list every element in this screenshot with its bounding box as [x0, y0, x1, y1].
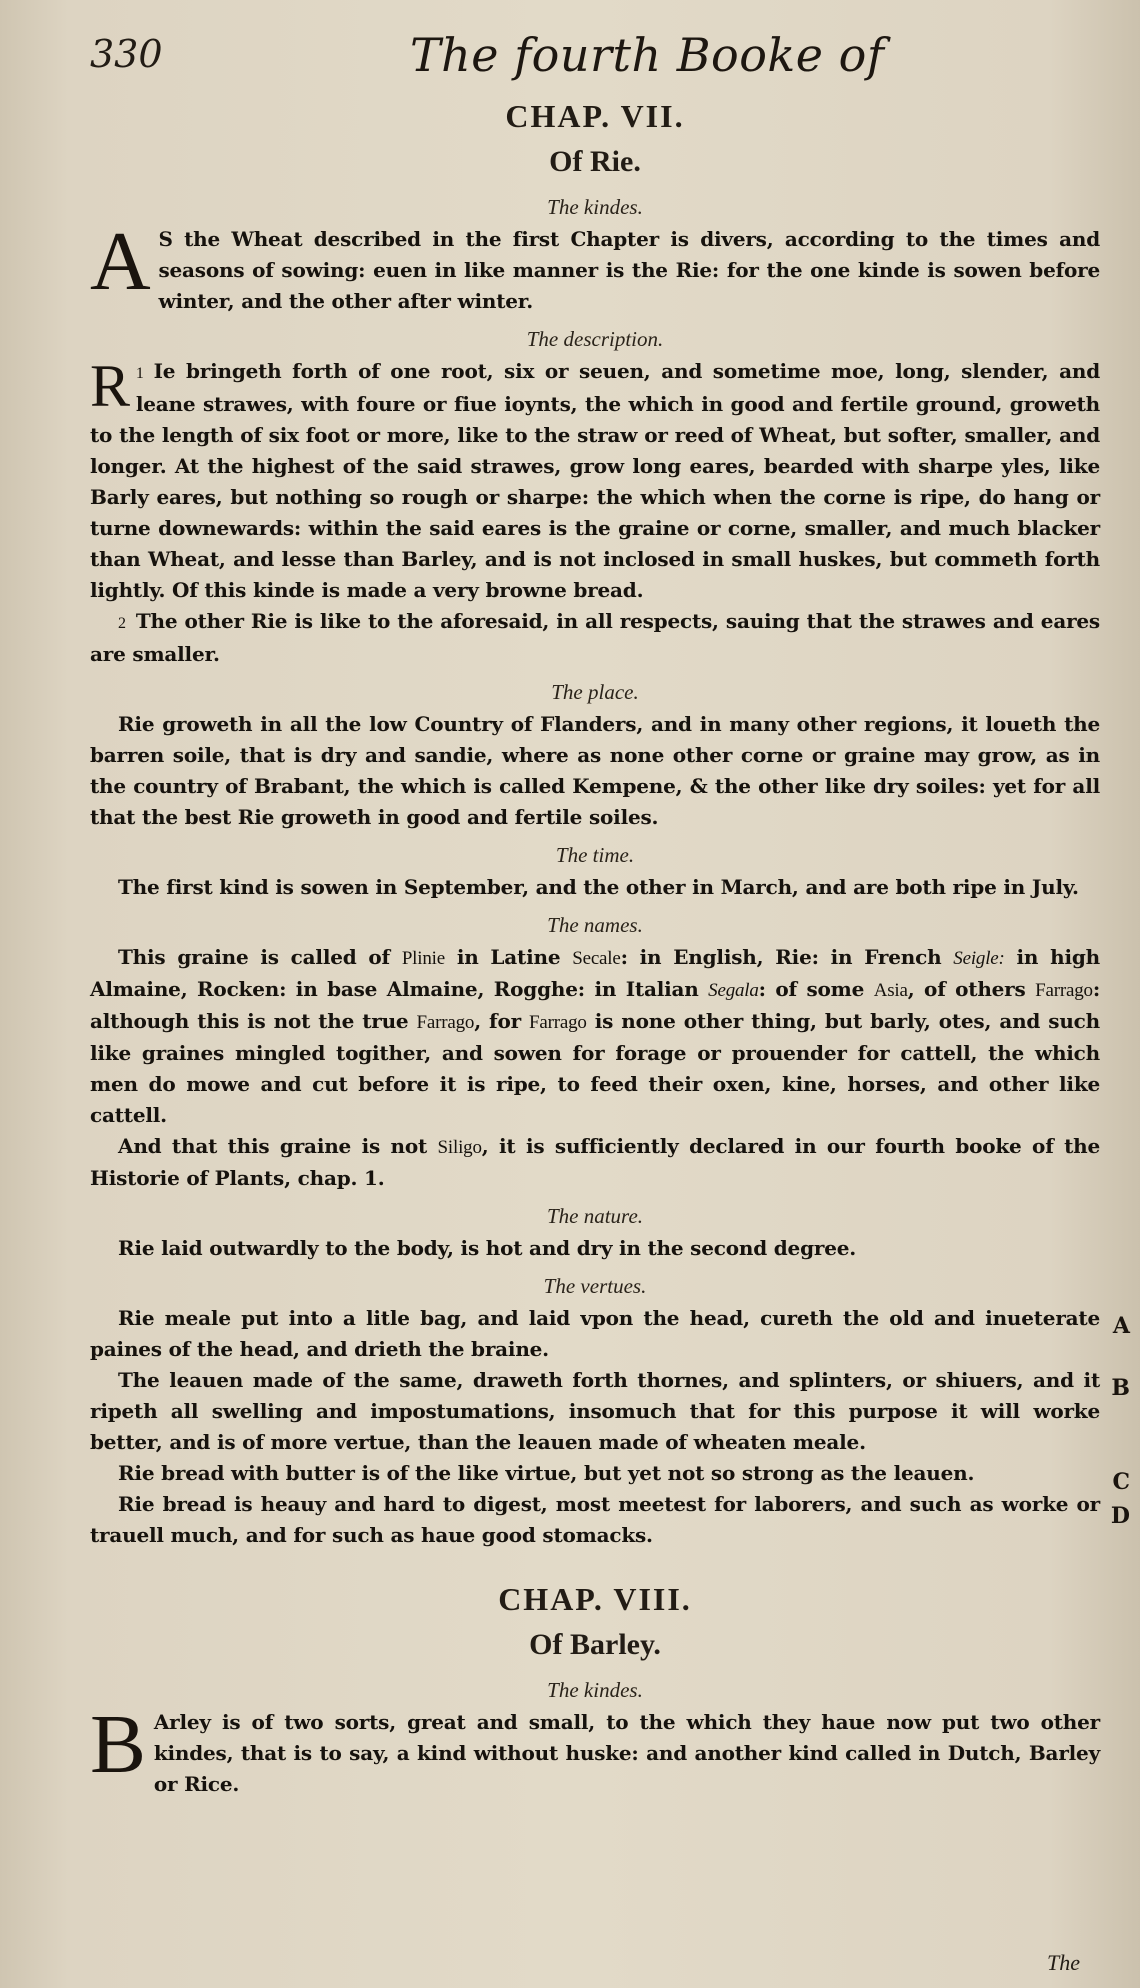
- kindes-paragraph: [90, 215, 1100, 317]
- running-title: The fourth Booke of: [410, 28, 885, 82]
- latin-term: Plinie: [401, 948, 445, 969]
- description-paragraph-1: [90, 353, 1100, 606]
- margin-letter-b: B: [1111, 1375, 1130, 1401]
- latin-term: Seigle:: [953, 948, 1005, 969]
- text-run: is none other thing, but barly, otes, and such like graines mingled togither, and sowen for forage or prouender for cattell, the which men do mowe and cut before it is ripe, to feed their oxen, kine, horses, and other like cattell.: [90, 1009, 1100, 1127]
- text-run: , it is sufficiently declared in our fourth booke of the Historie of Plants, chap. 1.: [90, 1134, 1100, 1190]
- drop-cap: B: [90, 1698, 146, 1791]
- time-paragraph: The first kind is sowen in September, and the other in March, and are both ripe in July.: [118, 875, 1079, 899]
- chapter-7-title: CHAP. VII.: [505, 98, 685, 134]
- latin-term: Asia: [873, 980, 908, 1001]
- chapter-7-subtitle: Of Rie.: [549, 145, 641, 178]
- drop-cap: R: [90, 353, 130, 419]
- names-paragraph-2: [90, 1131, 1100, 1194]
- place-paragraph: Rie groweth in all the low Country of Flanders, and in many other regions, it loueth the barren soile, that is dry and sandie, where as none other corne or graine may grow, as in the country of Brabant, the which is called Kempene, & the other like dry soiles: yet for all that the best Rie groweth in good and fertile soiles.: [90, 712, 1100, 829]
- margin-letter-a: A: [1112, 1313, 1130, 1339]
- description-paragraph-2: [90, 606, 1100, 670]
- page-header: [90, 28, 1100, 98]
- page-number: 330: [90, 32, 163, 76]
- latin-term: Farrago: [416, 1012, 475, 1033]
- nature-paragraph: Rie laid outwardly to the body, is hot and dry in the second degree.: [118, 1236, 857, 1260]
- names-heading: The names.: [547, 913, 643, 937]
- vertues-paragraph-2: The leauen made of the same, draweth forth thornes, and splinters, or shiuers, and it ripeth all swelling and impostumations, insomuch that for this purpose it will worke better, and is of more vertue, than the leauen made of wheaten meale.: [90, 1368, 1100, 1454]
- place-heading: The place.: [551, 680, 639, 704]
- chapter-8-subtitle: Of Barley.: [529, 1628, 661, 1661]
- drop-cap: A: [90, 215, 151, 308]
- margin-letter-d: D: [1110, 1503, 1130, 1529]
- chapter-8-title: CHAP. VIII.: [498, 1581, 692, 1617]
- catchword: The: [1047, 1950, 1080, 1975]
- text-run: in Latine: [444, 945, 573, 969]
- barley-kindes-heading: The kindes.: [547, 1678, 643, 1702]
- text-run: in high Almaine, Rocken: in base Almaine, Rogghe: in Italian: [90, 945, 1100, 1001]
- vertues-heading: The vertues.: [543, 1274, 647, 1298]
- text-run: , for: [474, 1009, 529, 1033]
- latin-term: Siligo: [437, 1137, 482, 1158]
- description-text-1: Ie bringeth forth of one root, six or seuen, and sometime moe, long, slender, and leane strawes, with foure or fiue ioynts, the which in good and fertile ground, groweth to the length of six foot or more, like to the straw or reed of Wheat, but softer, smaller, and longer. At the highest of the said strawes, grow long eares, bearded with sharpe yles, like Barly eares, but nothing so rough or sharpe: the which when the corne is ripe, do hang or turne downewards: within the said eares is the graine or corne, smaller, and much blacker than Wheat, and lesse than Barley, and is not inclosed in small huskes, but commeth forth lightly. Of this kinde is made a very browne bread.: [90, 359, 1100, 602]
- nature-heading: The nature.: [546, 1204, 644, 1228]
- description-text-2: The other Rie is like to the aforesaid, in all respects, sauing that the strawes and eares are smaller.: [90, 609, 1100, 666]
- vertues-paragraph-4: Rie bread is heauy and hard to digest, most meetest for laborers, and such as worke or trauell much, and for such as haue good stomacks.: [90, 1492, 1100, 1547]
- latin-term: Secale: [572, 948, 621, 969]
- barley-kindes-paragraph: [90, 1698, 1100, 1800]
- item-number: 2: [118, 615, 126, 632]
- latin-term: Farrago: [529, 1012, 587, 1033]
- text-run: : of some: [758, 977, 874, 1001]
- text-run: : although this is not the true: [90, 977, 1101, 1033]
- vertues-paragraph-1: Rie meale put into a litle bag, and laid vpon the head, cureth the old and inueterate paines of the head, and drieth the braine.: [90, 1306, 1100, 1361]
- text-run: : in English, Rie: in French: [620, 945, 954, 969]
- vertues-block: [90, 1303, 1130, 1551]
- vertues-paragraph-3: Rie bread with butter is of the like virtue, but yet not so strong as the leauen.: [118, 1461, 975, 1485]
- margin-letter-c: C: [1112, 1469, 1130, 1495]
- kindes-heading: The kindes.: [547, 195, 643, 219]
- text-run: , of others: [907, 977, 1036, 1001]
- item-number: 1: [135, 365, 144, 382]
- kindes-text: S the Wheat described in the first Chapter is divers, according to the times and seasons of sowing: euen in like manner is the Rie: for the one kinde is sowen before winter, and the other after winter.: [158, 227, 1100, 313]
- text-run: This graine is called of: [118, 945, 402, 969]
- names-paragraph: [90, 942, 1100, 1131]
- time-heading: The time.: [555, 843, 635, 867]
- latin-term: Segala: [708, 980, 759, 1001]
- text-run: And that this graine is not: [118, 1134, 438, 1158]
- chapter-gap: [90, 1551, 1100, 1581]
- latin-term: Farrago: [1035, 980, 1093, 1001]
- barley-kindes-text: Arley is of two sorts, great and small, to the which they haue now put two other kindes, that is to say, a kind without huske: and another kind called in Dutch, Barley or Rice.: [153, 1710, 1100, 1796]
- description-heading: The description.: [526, 327, 664, 351]
